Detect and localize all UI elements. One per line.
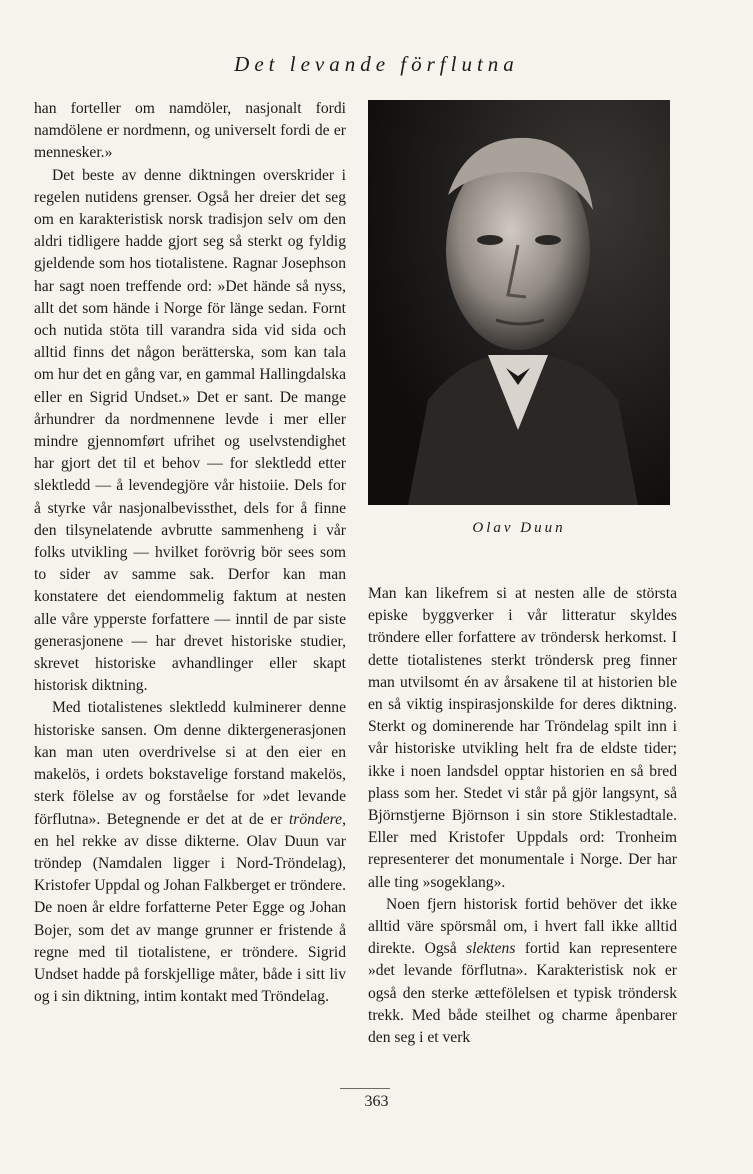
- portrait-photo: [368, 100, 670, 505]
- page-number-rule: [340, 1088, 390, 1089]
- paragraph: Det beste av denne diktningen overskrider i regelen nutidens grenser. Også her dreier det seg om en karakteristisk norsk tradisjon selv om den aldri tidligere hadde gjort seg så sterkt og fyldig gjeldende som hos tiotalistene. Ragnar Josephson har sagt noen treffende ord: »Det hände så nyss, allt det som hände i Norge för länge sedan. Fornt och nutida stöta till varandra sida vid sida och alltid finns det någon berätterska, som kan tala om hur det en gång var, en gammal Hallingdalska eller en Sigrid Undset.» Det er sant. De mange århundrer da nordmennene levde i mer eller mindre gjennomført ufrihet og uselvstendighet har gjort det til et behov — for slektledd etter slektledd — å levendegjöre vår histoiie. Dels for å styrke vår nasjonalbevissthet, dels for å finne den tilsynelatende avbrutte sammenheng i vår folks utvikling — hvilket forövrig bör sees som to sider av samme sak. Derfor kan man konstatere det eiendommelig faktum at nesten alle våre ypperste forfattere — inntil de par siste generasjonene — har drevet historiske studier, skrevet historiske avhandlinger eller skapt historisk diktning.: [34, 166, 346, 695]
- left-column: [34, 98, 346, 1008]
- paragraph: Noen fjern historisk fortid behöver det ikke alltid väre spörsmål om, i hvert fall ikke alltid direkte. Også slektens fortid kan representere »det levande förflutna». Karakteristisk nok er også den sterke ættefölelsen et typisk tröndersk trekk. Med både steilhet og charme åpenbarer den seg i et verk: [368, 895, 677, 1047]
- emphasis: tröndere: [288, 810, 343, 828]
- photo-caption: Olav Duun: [472, 520, 566, 536]
- paragraph: Med tiotalistenes slektledd kulminerer denne historiske sansen. Om denne diktergenerasjonen kan man uten overdrivelse si at den eier en makelös, i ordets bokstavelige forstand makelös, sterk fölelse av og forståelse for »det levande förflutna». Betegnende er det at de er tröndere, en hel rekke av disse dikterne. Olav Duun var tröndер (Namdalen ligger i Nord-Tröndelag), Kristofer Uppdal og Johan Falkberget er tröndere. De noen år eldre forfatterne Peter Egge og Johan Bojer, som det av mange grunner er fristende å regne med til tiotalistene, er tröndere. Sigrid Undset hadde på forskjellige måter, både i sitt liv og i sin diktning, intim kontakt med Tröndelag.: [34, 699, 346, 1006]
- emphasis: slektens: [466, 940, 516, 958]
- paragraph: han forteller om namdöler, nasjonalt fordi namdölene er nordmenn, og universelt fordi de er mennesker.»: [34, 100, 346, 162]
- paragraph: Man kan likefrem si at nesten alle de största episke byggverker i vår litteratur skyldes tröndere eller forfattere av tröndersk herkomst. I dette tiotalistenes sterkt tröndersk preg finner man utvilsomt én av årsakene til at historien ble en så viktig inspirasjonskilde for deres diktning. Sterkt og dominerende har Tröndelag spilt inn i vår historiske utvikling helt fra de eldste tider; ikke i noen landsdel opptar historien en så bred plass som her. Stedet vi står på gjör langsynt, så Björnstjerne Björnson i sin store Stiklestadtale. Eller med Kristofer Uppdals ord: Tronheim representerer det monumentale i Norge. Der har alle ting »sogeklang».: [368, 585, 677, 891]
- running-head: Det levande förflutna: [234, 52, 519, 76]
- portrait-image: [368, 100, 670, 505]
- page-number: 363: [364, 1093, 389, 1110]
- right-column: [368, 583, 677, 1049]
